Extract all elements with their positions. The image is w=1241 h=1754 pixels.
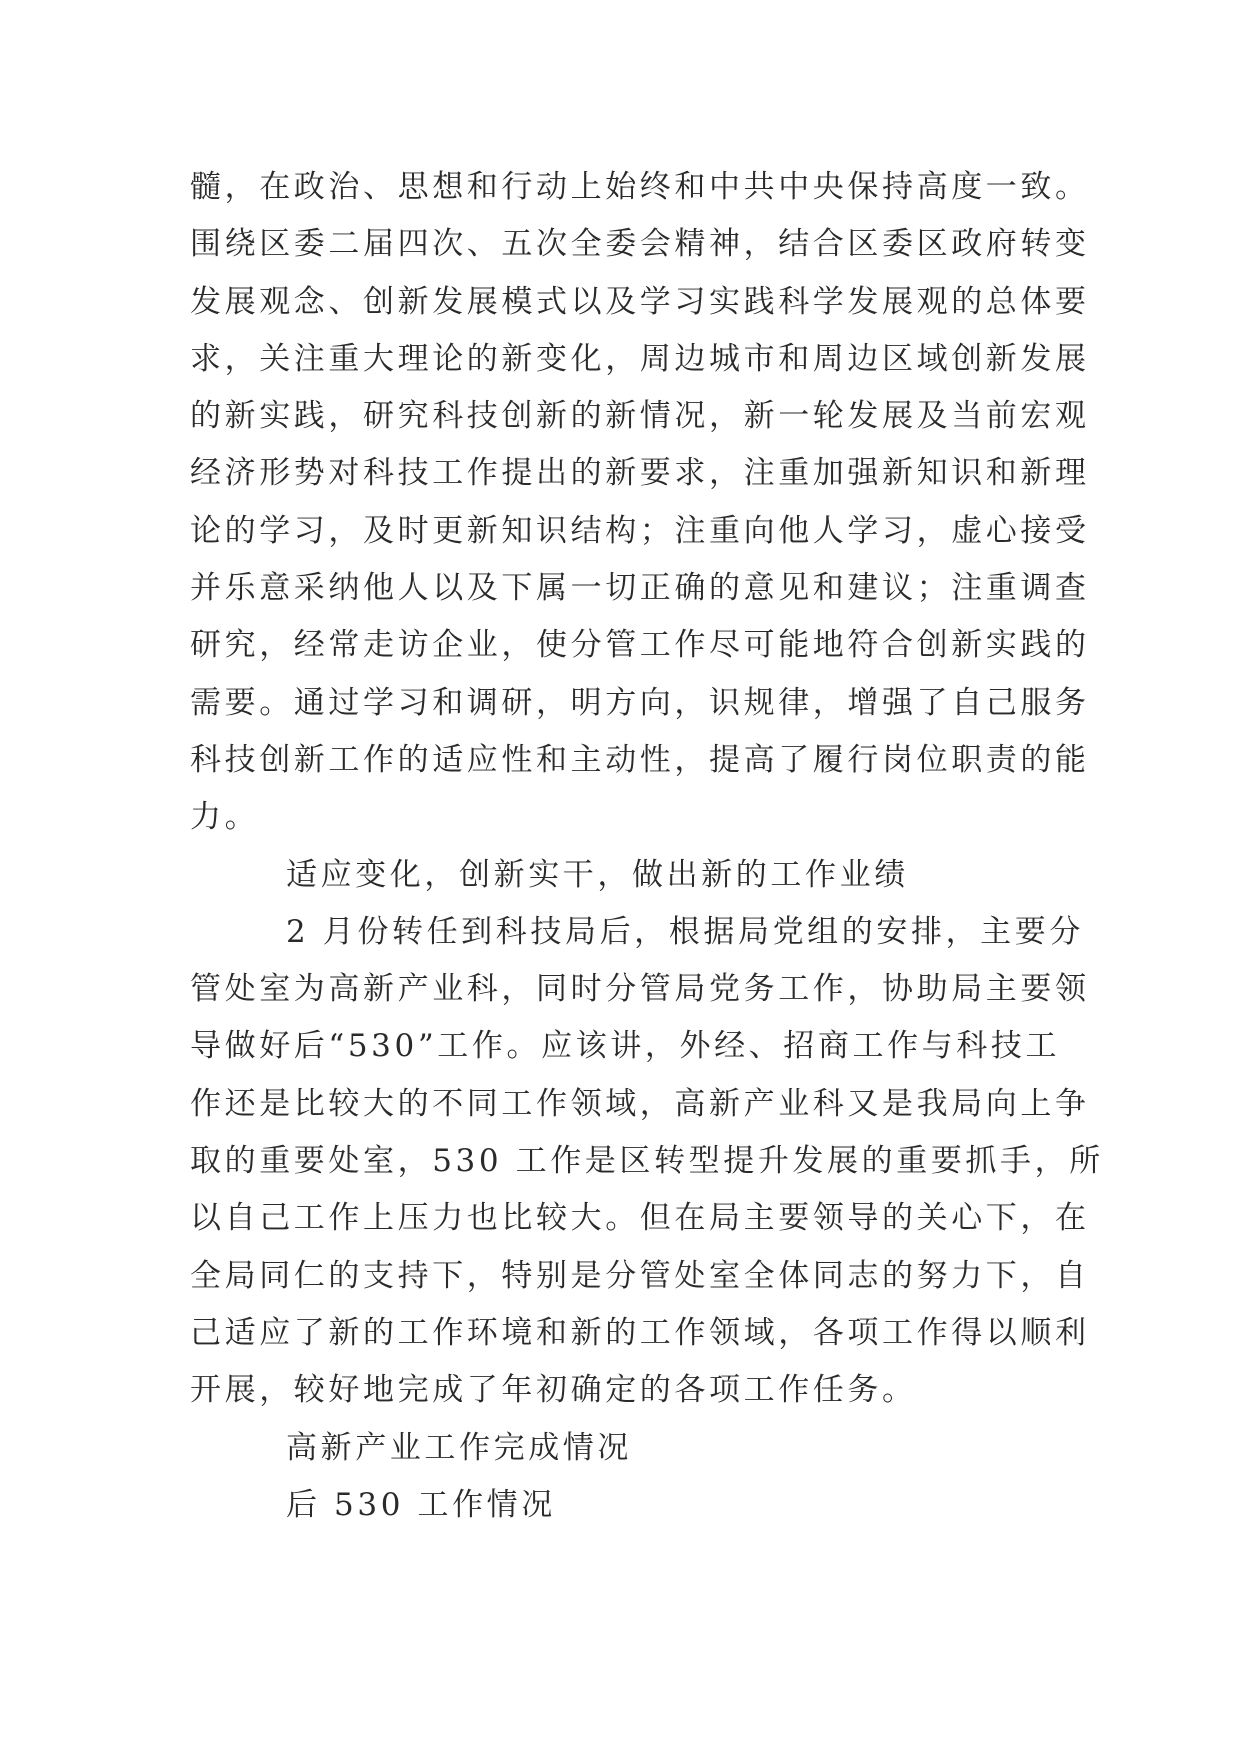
text-line: 需要。通过学习和调研，明方向，识规律，增强了自己服务 xyxy=(190,684,1090,721)
text-line: 力。 xyxy=(190,799,260,836)
text-line: 研究，经常走访企业，使分管工作尽可能地符合创新实践的 xyxy=(190,627,1090,664)
text-line: 导做好后“530”工作。应该讲，外经、招商工作与科技工 xyxy=(190,1028,1061,1065)
text-line: 己适应了新的工作环境和新的工作领域，各项工作得以顺利 xyxy=(190,1314,1090,1351)
paragraph-first-line: 2 月份转任到科技局后，根据局党组的安排，主要分 xyxy=(286,913,1084,950)
text-line: 发展观念、创新发展模式以及学习实践科学发展观的总体要 xyxy=(190,283,1090,320)
text-line: 髓，在政治、思想和行动上始终和中共中央保持高度一致。 xyxy=(190,169,1090,205)
text-line: 并乐意采纳他人以及下属一切正确的意见和建议；注重调查 xyxy=(190,570,1090,607)
text-line: 论的学习，及时更新知识结构；注重向他人学习，虚心接受 xyxy=(190,512,1090,549)
text-line: 科技创新工作的适应性和主动性，提高了履行岗位职责的能 xyxy=(190,741,1090,778)
section-heading: 后 530 工作情况 xyxy=(286,1486,556,1523)
text-line: 围绕区委二届四次、五次全委会精神，结合区委区政府转变 xyxy=(190,226,1090,263)
text-line: 作还是比较大的不同工作领域，高新产业科又是我局向上争 xyxy=(190,1085,1090,1122)
section-heading: 高新产业工作完成情况 xyxy=(286,1429,632,1466)
text-line: 全局同仁的支持下，特别是分管处室全体同志的努力下，自 xyxy=(190,1257,1090,1294)
text-line: 的新实践，研究科技创新的新情况，新一轮发展及当前宏观 xyxy=(190,398,1090,435)
document-body xyxy=(190,159,1104,1534)
text-line: 以自己工作上压力也比较大。但在局主要领导的关心下，在 xyxy=(190,1200,1090,1237)
text-line: 求，关注重大理论的新变化，周边城市和周边区域创新发展 xyxy=(190,340,1090,377)
text-line: 取的重要处室，530 工作是区转型提升发展的重要抓手，所 xyxy=(190,1143,1104,1180)
text-line: 开展，较好地完成了年初确定的各项工作任务。 xyxy=(190,1372,917,1409)
section-heading: 适应变化，创新实干，做出新的工作业绩 xyxy=(286,856,909,893)
text-line: 管处室为高新产业科，同时分管局党务工作，协助局主要领 xyxy=(190,971,1090,1008)
text-line: 经济形势对科技工作提出的新要求，注重加强新知识和新理 xyxy=(190,455,1090,492)
